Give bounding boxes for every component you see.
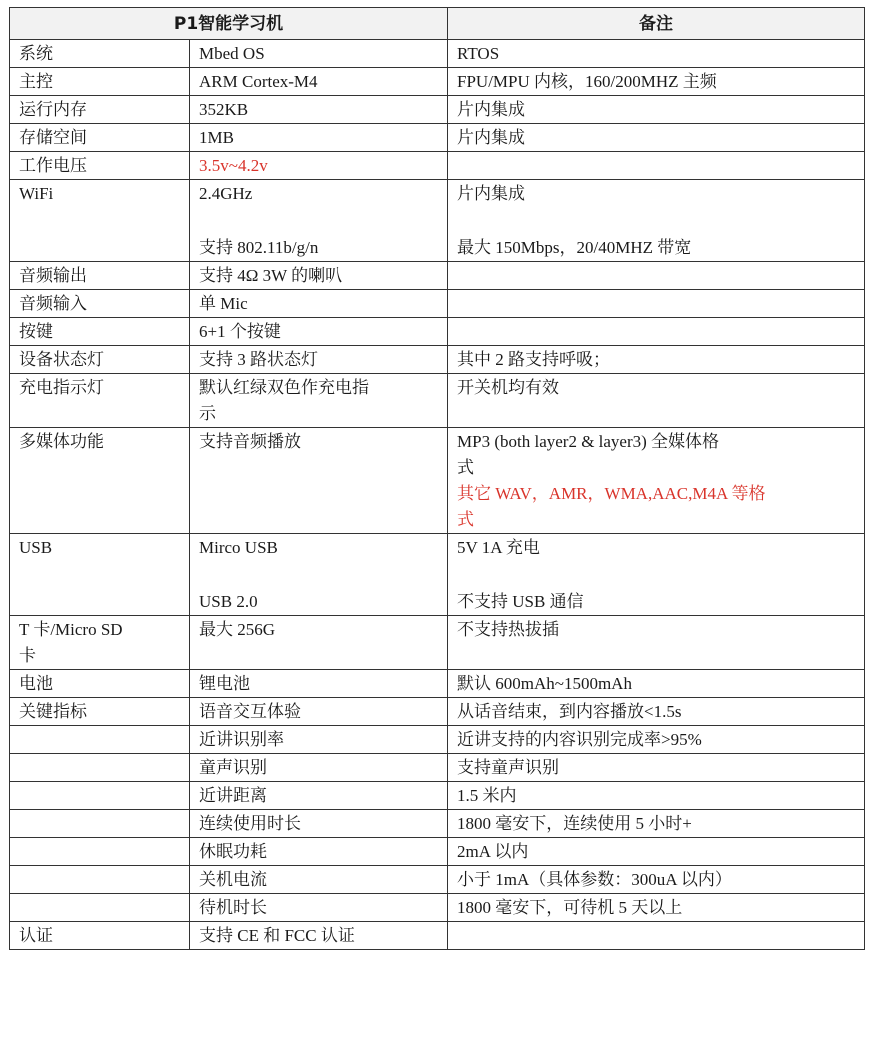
row-note [448,152,865,180]
row-label: 音频输入 [10,290,190,318]
row-note [448,922,865,950]
note-line-highlight: 其它 WAV，AMR，WMA,AAC,M4A 等格 [457,484,766,503]
table-row [10,838,865,866]
row-label: 工作电压 [10,152,190,180]
note-line: 不支持 USB 通信 [457,592,584,611]
table-row [10,346,865,374]
row-value: 1MB [190,124,448,152]
table-row [10,866,865,894]
row-value: 最大 256G [190,616,448,670]
row-label: USB [10,534,190,616]
row-note: 不支持热拔插 [448,616,865,670]
row-label: 系统 [10,40,190,68]
row-note: 2mA 以内 [448,838,865,866]
row-note: 1800 毫安下，可待机 5 天以上 [448,894,865,922]
value-line: USB 2.0 [199,592,258,611]
row-label: 音频输出 [10,262,190,290]
row-note [448,262,865,290]
row-note: 片内集成 [448,124,865,152]
table-row [10,810,865,838]
row-note: 默认 600mAh~1500mAh [448,670,865,698]
row-value: 6+1 个按键 [190,318,448,346]
note-line: 最大 150Mbps，20/40MHZ 带宽 [457,238,692,257]
table-row [10,262,865,290]
row-label [10,810,190,838]
row-label: 认证 [10,922,190,950]
row-value: 锂电池 [190,670,448,698]
row-note: 从话音结束，到内容播放<1.5s [448,698,865,726]
table-row [10,96,865,124]
row-label: 存储空间 [10,124,190,152]
header-row [10,8,865,40]
row-value: 352KB [190,96,448,124]
table-row [10,124,865,152]
note-line: 式 [457,458,475,477]
row-value: 休眠功耗 [190,838,448,866]
table-row [10,670,865,698]
row-value: 童声识别 [190,754,448,782]
table-row [10,782,865,810]
value-line: 示 [199,404,216,423]
row-value: 支持音频播放 [190,428,448,534]
header-product-title: P1智能学习机 [10,8,448,40]
label-line: T 卡/Micro SD [19,620,123,639]
note-line: MP3 (both layer2 & layer3) 全媒体格 [457,432,720,451]
table-row [10,40,865,68]
row-label [10,838,190,866]
row-note: 支持童声识别 [448,754,865,782]
row-label: 电池 [10,670,190,698]
row-value: 连续使用时长 [190,810,448,838]
table-row [10,318,865,346]
table-row [10,428,865,534]
note-line-highlight: 式 [457,510,475,529]
row-value [190,180,448,262]
row-value: 待机时长 [190,894,448,922]
row-label: 关键指标 [10,698,190,726]
row-note: 小于 1mA（具体参数：300uA 以内） [448,866,865,894]
row-note: FPU/MPU 内核，160/200MHZ 主频 [448,68,865,96]
row-note: 1.5 米内 [448,782,865,810]
row-value: 支持 3 路状态灯 [190,346,448,374]
table-row [10,152,865,180]
row-value: 近讲距离 [190,782,448,810]
row-label: 运行内存 [10,96,190,124]
row-value: 支持 CE 和 FCC 认证 [190,922,448,950]
row-label [10,894,190,922]
row-value: 语音交互体验 [190,698,448,726]
row-label [10,782,190,810]
value-line: 支持 802.11b/g/n [199,238,319,257]
label-line: 卡 [19,646,36,665]
row-label [10,726,190,754]
row-note: RTOS [448,40,865,68]
spec-table [9,7,865,950]
row-value: ARM Cortex-M4 [190,68,448,96]
row-value: 单 Mic [190,290,448,318]
table-row [10,922,865,950]
row-note [448,428,865,534]
value-line: Mirco USB [199,538,278,557]
row-note: 开关机均有效 [448,374,865,428]
row-label: 多媒体功能 [10,428,190,534]
table-row [10,180,865,262]
table-row [10,534,865,616]
row-label [10,754,190,782]
table-row [10,290,865,318]
row-label: 主控 [10,68,190,96]
row-note [448,534,865,616]
row-value: Mbed OS [190,40,448,68]
value-line: 默认红绿双色作充电指 [199,378,369,397]
table-row [10,68,865,96]
row-value [190,534,448,616]
row-note: 1800 毫安下，连续使用 5 小时+ [448,810,865,838]
row-note: 其中 2 路支持呼吸； [448,346,865,374]
table-row [10,616,865,670]
value-line: 2.4GHz [199,184,253,203]
row-note [448,290,865,318]
row-label [10,866,190,894]
row-value: 关机电流 [190,866,448,894]
row-label [10,616,190,670]
table-row [10,374,865,428]
row-value: 支持 4Ω 3W 的喇叭 [190,262,448,290]
row-label: WiFi [10,180,190,262]
row-note [448,318,865,346]
header-notes: 备注 [448,8,865,40]
table-row [10,698,865,726]
row-value [190,374,448,428]
row-note: 近讲支持的内容识别完成率>95% [448,726,865,754]
table-row [10,726,865,754]
note-line: 5V 1A 充电 [457,538,540,557]
table-row [10,894,865,922]
table-row [10,754,865,782]
row-note [448,180,865,262]
row-value-highlight: 3.5v~4.2v [190,152,448,180]
row-value: 近讲识别率 [190,726,448,754]
row-label: 按键 [10,318,190,346]
row-note: 片内集成 [448,96,865,124]
row-label: 充电指示灯 [10,374,190,428]
row-label: 设备状态灯 [10,346,190,374]
note-line: 片内集成 [457,184,526,203]
